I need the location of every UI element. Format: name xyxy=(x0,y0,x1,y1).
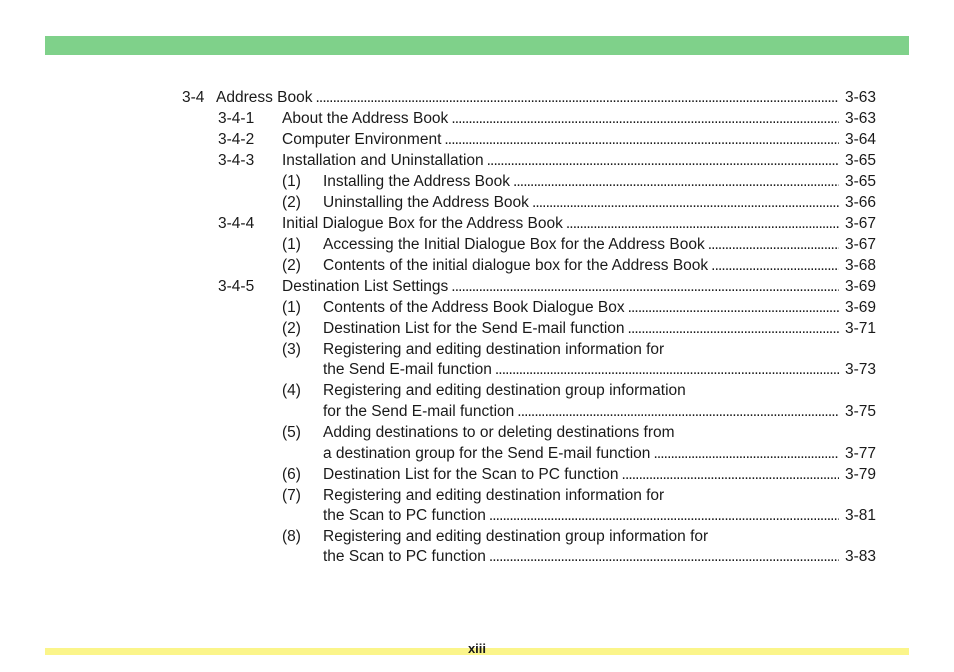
toc-entry-title: the Send E-mail function xyxy=(323,361,492,378)
toc-entry-number: 3-4-1 xyxy=(218,110,255,127)
toc-entry[interactable] xyxy=(218,276,876,297)
toc-entry[interactable] xyxy=(282,485,876,506)
toc-entry-page: 3-64 xyxy=(844,131,876,148)
toc-entry[interactable] xyxy=(182,87,876,108)
leader-dots xyxy=(566,213,839,234)
leader-dots xyxy=(489,505,839,526)
toc-entry-continuation[interactable] xyxy=(282,401,876,422)
toc-entry-number: 3-4-2 xyxy=(218,131,255,148)
toc-entry-page: 3-63 xyxy=(844,89,876,106)
toc-entry-number: (1) xyxy=(282,236,301,253)
toc-entry-continuation[interactable] xyxy=(282,443,876,464)
leader-dots xyxy=(451,276,839,297)
toc-entry-number: (2) xyxy=(282,194,301,211)
toc-entry-page: 3-67 xyxy=(844,215,876,232)
toc-entry-page: 3-81 xyxy=(844,507,876,524)
leader-dots xyxy=(622,464,839,485)
toc-entry-title: Address Book xyxy=(216,89,313,106)
toc-entry[interactable] xyxy=(282,464,876,485)
leader-dots xyxy=(517,401,839,422)
toc-entry-number: (2) xyxy=(282,320,301,337)
toc-entry-number: (3) xyxy=(282,341,301,358)
toc-entry-number: 3-4-4 xyxy=(218,215,255,232)
leader-dots xyxy=(451,108,839,129)
toc-entry-title: Installing the Address Book xyxy=(323,173,510,190)
toc-entry-title: Registering and editing destination group information for xyxy=(323,528,709,545)
toc-entry-number: (5) xyxy=(282,424,301,441)
toc-entry-title: the Scan to PC function xyxy=(323,507,486,524)
toc-entry-title: Computer Environment xyxy=(282,131,442,148)
toc-entry-number: 3-4-3 xyxy=(218,152,255,169)
toc-entry[interactable] xyxy=(282,526,876,547)
toc-entry-title: Contents of the initial dialogue box for the Address Book xyxy=(323,257,709,274)
toc-entry-title: the Scan to PC function xyxy=(323,548,486,565)
toc-entry-page: 3-73 xyxy=(844,361,876,378)
toc-entry-number: (4) xyxy=(282,382,301,399)
toc-entry-title: for the Send E-mail function xyxy=(323,403,515,420)
leader-dots xyxy=(711,255,839,276)
toc-entry-page: 3-67 xyxy=(844,236,876,253)
toc-entry-page: 3-65 xyxy=(844,152,876,169)
toc-entry[interactable] xyxy=(282,192,876,213)
toc-entry-page: 3-79 xyxy=(844,466,876,483)
toc-entry-title: Destination List Settings xyxy=(282,278,449,295)
toc-entry-page: 3-68 xyxy=(844,257,876,274)
toc-entry-number: 3-4 xyxy=(182,89,205,106)
toc-entry-title: Accessing the Initial Dialogue Box for the Address Book xyxy=(323,236,705,253)
leader-dots xyxy=(628,297,839,318)
toc-entry-continuation[interactable] xyxy=(282,505,876,526)
toc-entry[interactable] xyxy=(282,380,876,401)
toc-entry-page: 3-69 xyxy=(844,299,876,316)
toc-entry[interactable] xyxy=(282,318,876,339)
leader-dots xyxy=(708,234,839,255)
toc-entry-page: 3-65 xyxy=(844,173,876,190)
leader-dots xyxy=(513,171,839,192)
toc-entry-title: Initial Dialogue Box for the Address Book xyxy=(282,215,563,232)
toc-entry[interactable] xyxy=(282,297,876,318)
toc-entry-page: 3-77 xyxy=(844,445,876,462)
toc-entry-number: (6) xyxy=(282,466,301,483)
toc-entry-title: Destination List for the Scan to PC function xyxy=(323,466,619,483)
toc-entry-number: 3-4-5 xyxy=(218,278,255,295)
toc-entry-title: About the Address Book xyxy=(282,110,449,127)
leader-dots xyxy=(495,359,839,380)
toc-entry[interactable] xyxy=(218,150,876,171)
leader-dots xyxy=(628,318,839,339)
toc-entry[interactable] xyxy=(218,108,876,129)
toc-entry-page: 3-75 xyxy=(844,403,876,420)
toc-entry-number: (1) xyxy=(282,173,301,190)
toc-entry-page: 3-71 xyxy=(844,320,876,337)
leader-dots xyxy=(653,443,839,464)
leader-dots xyxy=(489,546,839,567)
toc-entry-page: 3-63 xyxy=(844,110,876,127)
toc-entry-title: Contents of the Address Book Dialogue Box xyxy=(323,299,625,316)
leader-dots xyxy=(532,192,839,213)
leader-dots xyxy=(487,150,839,171)
page-number: xiii xyxy=(467,641,487,656)
toc-entry[interactable] xyxy=(282,234,876,255)
toc-entry[interactable] xyxy=(282,171,876,192)
toc-entry-number: (2) xyxy=(282,257,301,274)
toc-entry-number: (7) xyxy=(282,487,301,504)
toc-entry-page: 3-83 xyxy=(844,548,876,565)
toc-entry-title: Registering and editing destination information for xyxy=(323,487,665,504)
leader-dots xyxy=(316,87,839,108)
toc-entry-title: Adding destinations to or deleting destinations from xyxy=(323,424,675,441)
header-band xyxy=(45,36,909,55)
toc-entry-title: Uninstalling the Address Book xyxy=(323,194,529,211)
toc-entry-continuation[interactable] xyxy=(282,546,876,567)
toc-entry[interactable] xyxy=(218,129,876,150)
toc-entry-title: Registering and editing destination information for xyxy=(323,341,665,358)
toc-entry-page: 3-69 xyxy=(844,278,876,295)
toc-entry[interactable] xyxy=(282,339,876,360)
toc-entry-title: a destination group for the Send E-mail function xyxy=(323,445,651,462)
toc-entry-page: 3-66 xyxy=(844,194,876,211)
toc-entry-title: Registering and editing destination group information xyxy=(323,382,686,399)
toc-entry-continuation[interactable] xyxy=(282,359,876,380)
toc-entry-number: (8) xyxy=(282,528,301,545)
toc-entry-title: Destination List for the Send E-mail function xyxy=(323,320,625,337)
toc-entry[interactable] xyxy=(282,422,876,443)
leader-dots xyxy=(444,129,839,150)
toc-entry-number: (1) xyxy=(282,299,301,316)
toc-entry-title: Installation and Uninstallation xyxy=(282,152,484,169)
toc-entry[interactable] xyxy=(282,255,876,276)
toc-entry[interactable] xyxy=(218,213,876,234)
